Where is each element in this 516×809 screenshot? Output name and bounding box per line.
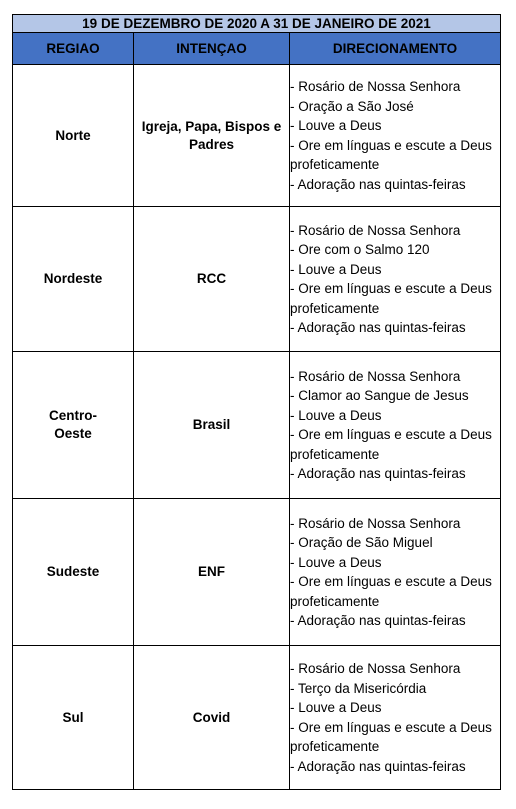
region-cell: Norte xyxy=(13,65,134,207)
title-row xyxy=(13,15,501,33)
region-cell xyxy=(13,352,134,499)
direction-item: - Louve a Deus xyxy=(290,118,382,133)
direction-item: - Adoração nas quintas-feiras xyxy=(290,320,466,335)
direction-item: - Ore com o Salmo 120 xyxy=(290,242,430,257)
direction-item: - Oração de São Miguel xyxy=(290,535,433,550)
prayer-schedule-table xyxy=(12,14,501,790)
direction-item: - Adoração nas quintas-feiras xyxy=(290,613,466,628)
direction-item: - Adoração nas quintas-feiras xyxy=(290,758,466,774)
region-cell: Sul xyxy=(13,646,134,790)
column-header-direction: DIRECIONAMENTO xyxy=(290,33,501,65)
direction-item: - Louve a Deus xyxy=(290,261,382,277)
table-title: 19 DE DEZEMBRO DE 2020 A 31 DE JANEIRO DE 2021 xyxy=(13,15,501,33)
direction-item: - Louve a Deus xyxy=(290,700,382,715)
table-row xyxy=(13,352,501,499)
direction-cell xyxy=(290,207,501,352)
intention-cell: Igreja, Papa, Bispos e Padres xyxy=(134,65,290,207)
header-row xyxy=(13,33,501,65)
direction-item: - Terço da Misericórdia xyxy=(290,680,427,696)
region-cell: Nordeste xyxy=(13,207,134,352)
region-cell: Sudeste xyxy=(13,499,134,646)
direction-item: - Rosário de Nossa Senhora xyxy=(290,661,461,676)
direction-item: - Clamor ao Sangue de Jesus xyxy=(290,388,469,403)
direction-item: - Ore em línguas e escute a Deus profeticamente xyxy=(290,574,492,609)
direction-item: - Ore em línguas e escute a Deus profeticamente xyxy=(290,281,492,316)
region-label: Centro-Oeste xyxy=(49,408,97,441)
table-row xyxy=(13,499,501,646)
direction-item: - Rosário de Nossa Senhora xyxy=(290,368,461,384)
table-row xyxy=(13,207,501,352)
direction-cell xyxy=(290,499,501,646)
direction-item: - Oração a São José xyxy=(290,98,414,114)
column-header-intention: INTENÇAO xyxy=(134,33,290,65)
direction-item: - Ore em línguas e escute a Deus profeticamente xyxy=(290,719,492,754)
intention-cell: ENF xyxy=(134,499,290,646)
direction-cell xyxy=(290,65,501,207)
direction-item: - Ore em línguas e escute a Deus profeticamente xyxy=(290,137,492,172)
direction-item: - Ore em línguas e escute a Deus profeticamente xyxy=(290,427,492,462)
direction-item: - Adoração nas quintas-feiras xyxy=(290,466,466,481)
intention-cell: RCC xyxy=(134,207,290,352)
direction-item: - Adoração nas quintas-feiras xyxy=(290,176,466,192)
direction-cell xyxy=(290,352,501,499)
column-header-region: REGIAO xyxy=(13,33,134,65)
table-row xyxy=(13,646,501,790)
intention-cell: Brasil xyxy=(134,352,290,499)
direction-item: - Rosário de Nossa Senhora xyxy=(290,515,461,531)
direction-item: - Rosário de Nossa Senhora xyxy=(290,222,461,238)
table-row xyxy=(13,65,501,207)
direction-cell xyxy=(290,646,501,790)
direction-item: - Rosário de Nossa Senhora xyxy=(290,79,461,94)
direction-item: - Louve a Deus xyxy=(290,554,382,570)
direction-item: - Louve a Deus xyxy=(290,407,382,423)
intention-cell: Covid xyxy=(134,646,290,790)
